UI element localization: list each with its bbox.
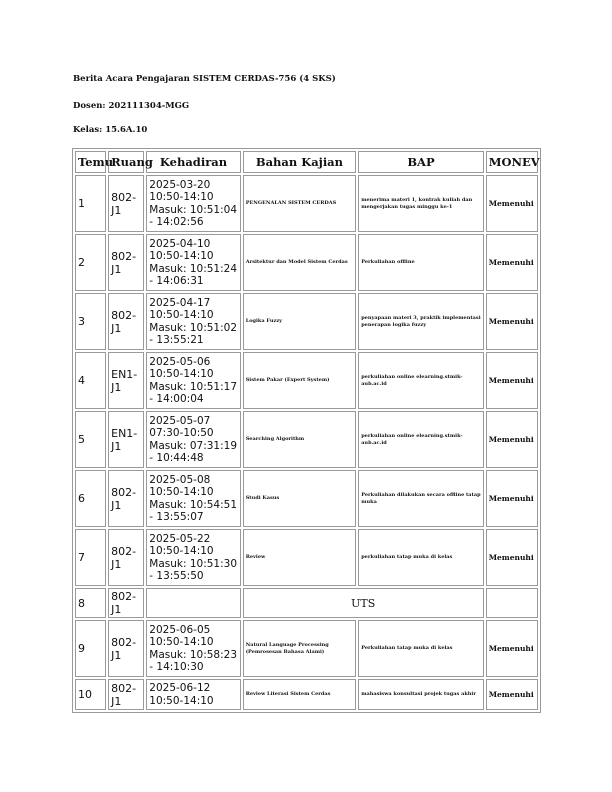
checkin-time: Masuk: 10:51:04 - 14:02:56	[149, 203, 238, 228]
col-header-monev: MONEV	[486, 151, 538, 173]
meeting-number: 10	[75, 679, 106, 710]
meeting-number: 4	[75, 352, 106, 409]
col-header-kehadiran: Kehadiran	[146, 151, 240, 173]
empty-cell	[486, 588, 538, 618]
monev-status: Memenuhi	[486, 620, 538, 677]
meeting-number: 8	[75, 588, 106, 618]
study-topic: Logika Fuzzy	[243, 293, 357, 350]
table-header-row	[75, 151, 538, 173]
table-row	[75, 470, 538, 527]
schedule-time: 2025-06-05 10:50-14:10	[149, 623, 214, 648]
bap-note: Perkuliahan tatap muka di kelas	[358, 620, 484, 677]
table-row	[75, 234, 538, 291]
monev-status: Memenuhi	[486, 470, 538, 527]
schedule-time: 2025-05-07 07:30-10:50	[149, 414, 214, 439]
schedule-time: 2025-06-12 10:50-14:10	[149, 682, 214, 707]
schedule-time: 2025-05-06 10:50-14:10	[149, 355, 214, 380]
bap-note: perkuliahan online elearning.stmik-aub.ac.id	[358, 411, 484, 468]
attendance-cell	[146, 352, 240, 409]
room: 802-J1	[108, 470, 144, 527]
checkin-time: Masuk: 10:54:51 - 13:55:07	[149, 498, 238, 523]
bap-note: perkuliahan tatap muka di kelas	[358, 529, 484, 586]
attendance-cell	[146, 293, 240, 350]
monev-status: Memenuhi	[486, 411, 538, 468]
uts-label: UTS	[243, 588, 484, 618]
room: 802-J1	[108, 293, 144, 350]
schedule-time: 2025-04-17 10:50-14:10	[149, 296, 214, 321]
table-row	[75, 529, 538, 586]
monev-status: Memenuhi	[486, 293, 538, 350]
teaching-record-table	[72, 148, 541, 713]
col-header-bahan-kajian: Bahan Kajian	[243, 151, 357, 173]
room: 802-J1	[108, 234, 144, 291]
bap-note: mahasiswa konsultasi projek tugas akhir	[358, 679, 484, 710]
study-topic: Review	[243, 529, 357, 586]
checkin-time: Masuk: 10:51:17 - 14:00:04	[149, 380, 238, 405]
schedule-time: 2025-05-08 10:50-14:10	[149, 473, 214, 498]
course-title: Berita Acara Pengajaran SISTEM CERDAS-756 (4 SKS)	[73, 74, 336, 84]
attendance-cell	[146, 470, 240, 527]
col-header-bap: BAP	[358, 151, 484, 173]
bap-note: Perkuliahan offline	[358, 234, 484, 291]
meeting-number: 5	[75, 411, 106, 468]
study-topic: Review Literasi Sistem Cerdas	[243, 679, 357, 710]
meeting-number: 9	[75, 620, 106, 677]
study-topic: Searching Algorithm	[243, 411, 357, 468]
checkin-time: Masuk: 10:51:02 - 13:55:21	[149, 321, 238, 346]
room: 802-J1	[108, 529, 144, 586]
table-row-uts	[75, 588, 538, 618]
room: 802-J1	[108, 620, 144, 677]
table-row	[75, 175, 538, 232]
table-row	[75, 620, 538, 677]
attendance-cell	[146, 529, 240, 586]
bap-note: perkuliahan online elearning.stmik-aub.ac.id	[358, 352, 484, 409]
checkin-time: Masuk: 10:51:30 - 13:55:50	[149, 557, 238, 582]
meeting-number: 6	[75, 470, 106, 527]
class-line: Kelas: 15.6A.10	[73, 125, 148, 135]
attendance-cell	[146, 679, 240, 710]
monev-status: Memenuhi	[486, 529, 538, 586]
monev-status: Memenuhi	[486, 175, 538, 232]
table-row	[75, 411, 538, 468]
meeting-number: 7	[75, 529, 106, 586]
schedule-time: 2025-04-10 10:50-14:10	[149, 237, 214, 262]
lecturer-line: Dosen: 202111304-MGG	[73, 101, 190, 111]
table-row	[75, 293, 538, 350]
room: EN1-J1	[108, 411, 144, 468]
schedule-time: 2025-05-22 10:50-14:10	[149, 532, 214, 557]
room: EN1-J1	[108, 352, 144, 409]
schedule-time: 2025-03-20 10:50-14:10	[149, 178, 214, 203]
monev-status: Memenuhi	[486, 352, 538, 409]
room: 802-J1	[108, 588, 144, 618]
empty-cell	[146, 588, 240, 618]
attendance-cell	[146, 234, 240, 291]
table-row	[75, 679, 538, 710]
attendance-cell	[146, 411, 240, 468]
bap-note: Perkuliahan dilakukan secara offline tatap muka	[358, 470, 484, 527]
monev-status: Memenuhi	[486, 234, 538, 291]
table-row	[75, 352, 538, 409]
meeting-number: 2	[75, 234, 106, 291]
col-header-ruang: Ruang	[108, 151, 144, 173]
checkin-time: Masuk: 07:31:19 - 10:44:48	[149, 439, 238, 464]
attendance-cell	[146, 620, 240, 677]
attendance-cell	[146, 175, 240, 232]
study-topic: Sistem Pakar (Expert System)	[243, 352, 357, 409]
study-topic: PENGENALAN SISTEM CERDAS	[243, 175, 357, 232]
study-topic: Natural Language Processing (Pemrosesan Bahasa Alami)	[243, 620, 357, 677]
col-header-temu: Temu	[75, 151, 106, 173]
room: 802-J1	[108, 175, 144, 232]
checkin-time: Masuk: 10:51:24 - 14:06:31	[149, 262, 238, 287]
bap-note: penyapaan materi 3, praktik implementasi penerapan logika fuzzy	[358, 293, 484, 350]
monev-status: Memenuhi	[486, 679, 538, 710]
study-topic: Studi Kasus	[243, 470, 357, 527]
room: 802-J1	[108, 679, 144, 710]
checkin-time: Masuk: 10:58:23 - 14:10:30	[149, 648, 238, 673]
bap-note: menerima materi 1, kontrak kuliah dan mengerjakan tugas minggu ke-1	[358, 175, 484, 232]
meeting-number: 1	[75, 175, 106, 232]
study-topic: Arsitektur dan Model Sistem Cerdas	[243, 234, 357, 291]
meeting-number: 3	[75, 293, 106, 350]
